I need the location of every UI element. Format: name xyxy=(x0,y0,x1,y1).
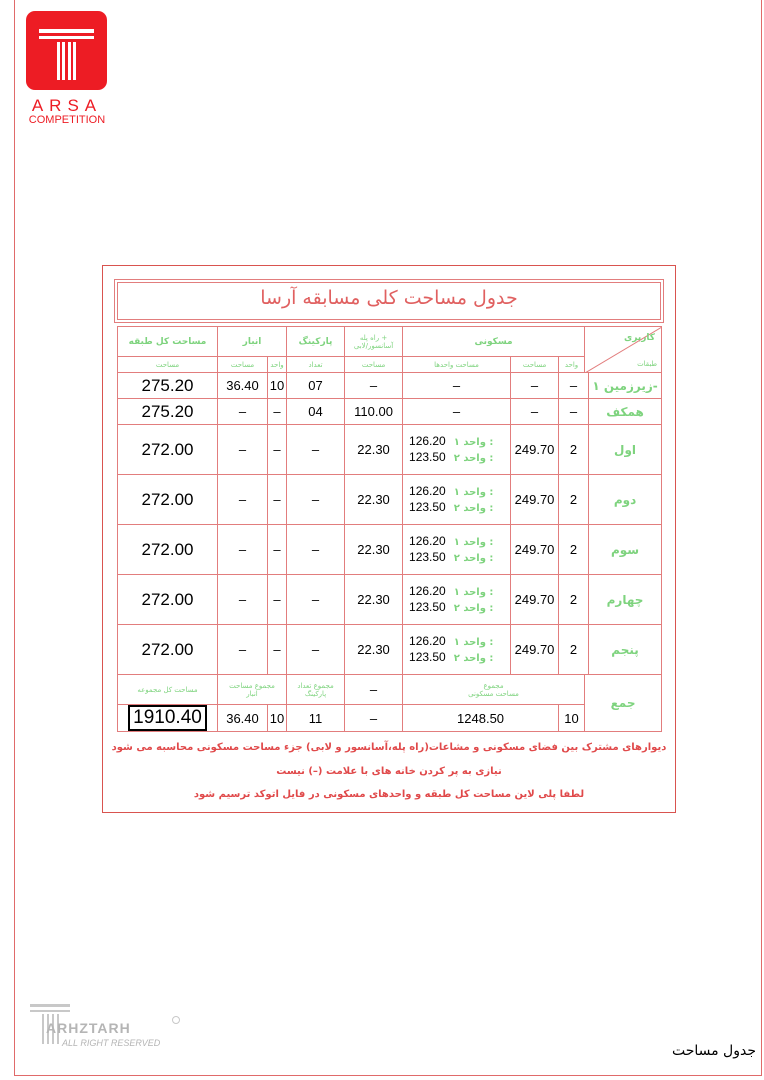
footer-caption: جدول مساحت xyxy=(671,1043,756,1059)
unit2-area: 123.50 xyxy=(409,499,446,514)
stairs-area: 22.30 xyxy=(345,625,403,675)
total-parking-label: مجموع تعداد پارکینگ xyxy=(287,675,345,705)
floor-total: 275.20 xyxy=(118,399,218,425)
unit1-area: 126.20 xyxy=(409,483,446,498)
total-storage-area: 36.40 xyxy=(218,705,268,732)
table-row xyxy=(118,475,662,525)
res-units: – xyxy=(559,399,589,425)
header-floor-total: مساحت کل طبقه xyxy=(118,327,218,357)
table-title: جدول مساحت کلی مسابقه آرسا xyxy=(260,287,518,309)
parking-count: 04 xyxy=(287,399,345,425)
parking-count: – xyxy=(287,575,345,625)
storage-units: – xyxy=(268,575,287,625)
parking-count: 07 xyxy=(287,373,345,399)
res-area: 249.70 xyxy=(511,575,559,625)
logo-subtitle: COMPETITION xyxy=(28,114,106,126)
stairs-area: 22.30 xyxy=(345,575,403,625)
parking-count: – xyxy=(287,425,345,475)
table-row xyxy=(118,525,662,575)
stairs-area: – xyxy=(345,373,403,399)
unit-areas xyxy=(403,425,511,475)
storage-area: – xyxy=(218,525,268,575)
storage-units: – xyxy=(268,399,287,425)
floor-total: 272.00 xyxy=(118,525,218,575)
res-units: 2 xyxy=(559,625,589,675)
floor-total: 272.00 xyxy=(118,425,218,475)
res-area: 249.70 xyxy=(511,475,559,525)
res-units: 2 xyxy=(559,425,589,475)
unit1-area: 126.20 xyxy=(409,633,446,648)
res-area: 249.70 xyxy=(511,525,559,575)
res-units: 2 xyxy=(559,475,589,525)
storage-area: – xyxy=(218,475,268,525)
header-usage: کاربری xyxy=(624,333,656,343)
unit2-label: واحد ۲ : xyxy=(453,452,494,464)
res-units: 2 xyxy=(559,575,589,625)
total-parking: 11 xyxy=(287,705,345,732)
res-area: 249.70 xyxy=(511,425,559,475)
storage-units: – xyxy=(268,475,287,525)
unit2-label: واحد ۲ : xyxy=(453,602,494,614)
total-res-label: مجموع مساحت مسکونی xyxy=(403,675,585,705)
parking-count: – xyxy=(287,625,345,675)
grand-total xyxy=(118,705,218,732)
unit1-label: واحد ۱ : xyxy=(453,436,494,448)
total-storage-units: 10 xyxy=(268,705,287,732)
header-res-area: مساحت xyxy=(511,357,559,373)
unit1-label: واحد ۱ : xyxy=(453,536,494,548)
res-units: 2 xyxy=(559,525,589,575)
table-row xyxy=(118,399,662,425)
arsa-logo-icon xyxy=(26,11,107,90)
footer-rights: ALL RIGHT RESERVED xyxy=(62,1038,161,1048)
totals-row xyxy=(118,705,662,732)
grand-total-value: 1910.40 xyxy=(128,705,207,731)
floor-name: زیرزمین ۱- xyxy=(589,373,662,399)
storage-units: – xyxy=(268,425,287,475)
header-floor-total-area: مساحت xyxy=(118,357,218,373)
stairs-area: 22.30 xyxy=(345,525,403,575)
header-stairs-area: مساحت xyxy=(345,357,403,373)
table-row xyxy=(118,373,662,399)
area-table xyxy=(117,326,661,732)
unit2-area: 123.50 xyxy=(409,649,446,664)
header-unit-areas: مساحت واحدها xyxy=(403,357,511,373)
total-stairs-label: – xyxy=(345,675,403,705)
title-box xyxy=(117,282,661,320)
total-res-area: 1248.50 xyxy=(403,705,559,732)
floor-name: اول xyxy=(589,425,662,475)
unit2-area: 123.50 xyxy=(409,549,446,564)
header-storage: انبار xyxy=(218,327,287,357)
parking-count: – xyxy=(287,475,345,525)
floor-total: 272.00 xyxy=(118,575,218,625)
table-row xyxy=(118,575,662,625)
stairs-area: 22.30 xyxy=(345,425,403,475)
unit-areas: – xyxy=(403,373,511,399)
unit1-label: واحد ۱ : xyxy=(453,636,494,648)
unit2-label: واحد ۲ : xyxy=(453,552,494,564)
unit1-area: 126.20 xyxy=(409,533,446,548)
total-area-label: مساحت کل مجموعه xyxy=(118,675,218,705)
stairs-area: 22.30 xyxy=(345,475,403,525)
total-stairs: – xyxy=(345,705,403,732)
note-1: دیوارهای مشترک بین فضای مسکونی و مشاعات(راه پله،آسانسور و لابی) جزء مساحت مسکونی محاسبه می شود xyxy=(111,742,667,753)
floor-total: 272.00 xyxy=(118,475,218,525)
res-area: – xyxy=(511,399,559,425)
unit-areas xyxy=(403,625,511,675)
storage-units: 10 xyxy=(268,373,287,399)
header-parking-count: تعداد xyxy=(287,357,345,373)
header-res-unit: واحد xyxy=(559,357,585,373)
storage-area: – xyxy=(218,425,268,475)
unit2-label: واحد ۲ : xyxy=(453,652,494,664)
floor-name: سوم xyxy=(589,525,662,575)
unit1-area: 126.20 xyxy=(409,433,446,448)
unit2-area: 123.50 xyxy=(409,449,446,464)
total-storage-label: مجموع مساحت انبار xyxy=(218,675,287,705)
floor-name: چهارم xyxy=(589,575,662,625)
table-row xyxy=(118,425,662,475)
storage-area: – xyxy=(218,625,268,675)
totals-label: جمع xyxy=(585,675,662,732)
note-2: نیازی به پر کردن خانه های با علامت (–) نیست xyxy=(276,766,502,777)
res-units: – xyxy=(559,373,589,399)
unit1-area: 126.20 xyxy=(409,583,446,598)
storage-units: – xyxy=(268,625,287,675)
floor-name: همکف xyxy=(589,399,662,425)
unit-areas xyxy=(403,575,511,625)
note-3: لطفا پلی لاین مساحت کل طبقه و واحدهای مسکونی در فایل اتوکد ترسیم شود xyxy=(193,789,585,800)
stairs-area: 110.00 xyxy=(345,399,403,425)
table-row xyxy=(118,625,662,675)
unit2-area: 123.50 xyxy=(409,599,446,614)
storage-area: 36.40 xyxy=(218,373,268,399)
header-stairs: راه پله + آسانسور/لابی xyxy=(345,327,403,357)
footer-brand: ARHZTARH xyxy=(46,1020,131,1036)
storage-units: – xyxy=(268,525,287,575)
unit2-label: واحد ۲ : xyxy=(453,502,494,514)
unit-areas: – xyxy=(403,399,511,425)
storage-area: – xyxy=(218,399,268,425)
res-area: 249.70 xyxy=(511,625,559,675)
total-units: 10 xyxy=(559,705,585,732)
floor-name: دوم xyxy=(589,475,662,525)
header-storage-unit: واحد xyxy=(268,357,287,373)
logo-word: ARSA xyxy=(31,96,103,115)
header-floors: طبقات xyxy=(637,360,658,368)
parking-count: – xyxy=(287,525,345,575)
header-residential: مسکونی xyxy=(403,327,585,357)
res-area: – xyxy=(511,373,559,399)
storage-area: – xyxy=(218,575,268,625)
floor-name: پنجم xyxy=(589,625,662,675)
header-corner xyxy=(585,327,662,373)
unit-areas xyxy=(403,525,511,575)
unit-areas xyxy=(403,475,511,525)
header-storage-area: مساحت xyxy=(218,357,268,373)
floor-total: 272.00 xyxy=(118,625,218,675)
floor-total: 275.20 xyxy=(118,373,218,399)
unit1-label: واحد ۱ : xyxy=(453,586,494,598)
header-parking: پارکینگ xyxy=(287,327,345,357)
unit1-label: واحد ۱ : xyxy=(453,486,494,498)
